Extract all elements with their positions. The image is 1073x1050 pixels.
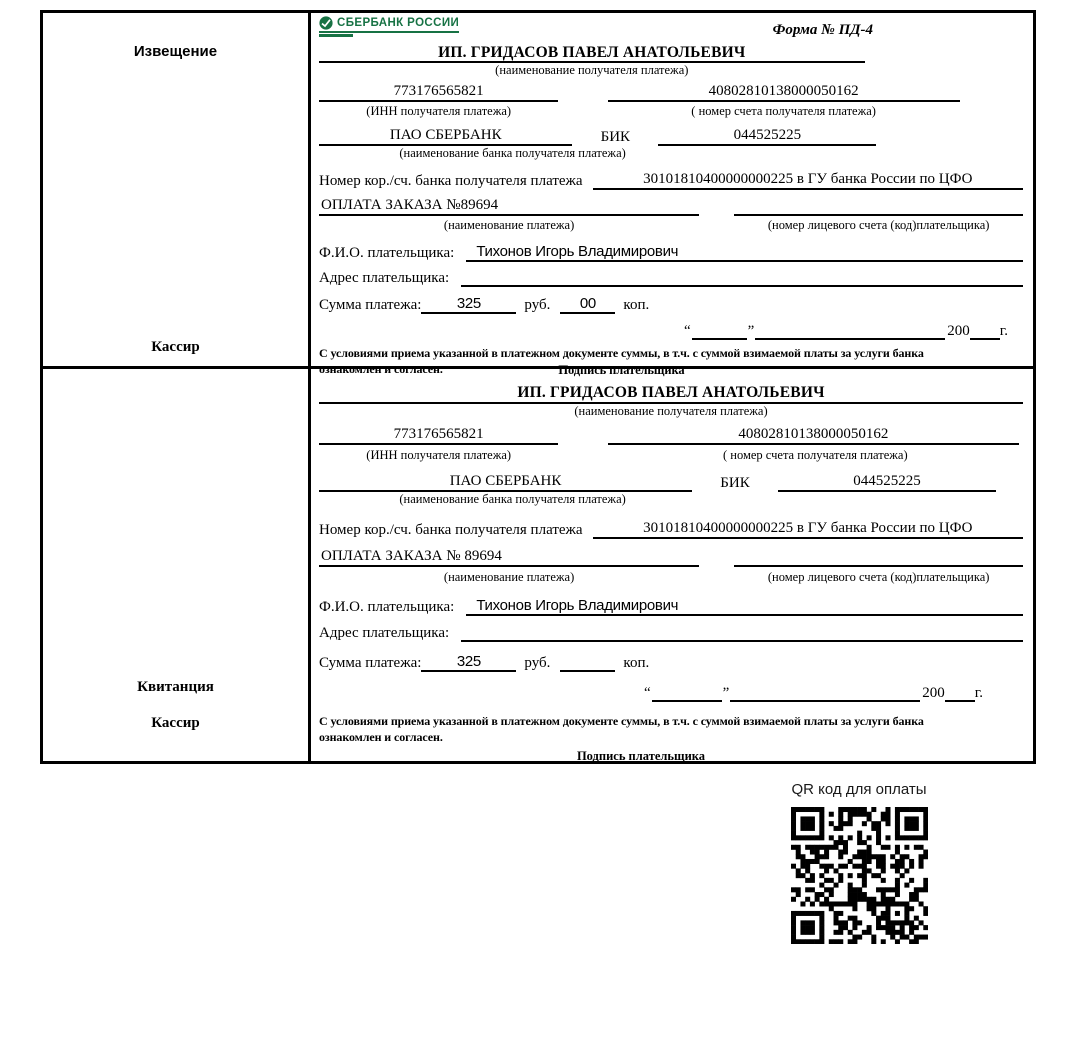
date-row	[319, 314, 1023, 340]
receipt-body	[311, 369, 1033, 764]
kopecks-unit: коп.	[623, 297, 650, 313]
notice-body	[311, 13, 1033, 377]
inn-value: 773176565821	[319, 426, 558, 445]
form-number: Форма № ПД-4	[772, 22, 873, 38]
payment-name-row	[319, 194, 1023, 216]
inn-account-captions	[319, 102, 1023, 120]
inn-account-row	[319, 423, 1023, 445]
account-caption: ( номер счета получателя платежа)	[722, 448, 908, 463]
payer-address-label: Адрес плательщика:	[319, 625, 450, 641]
close-quote: ”	[747, 323, 755, 339]
recipient-name: ИП. ГРИДАСОВ ПАВЕЛ АНАТОЛЬЕВИЧ	[517, 384, 825, 401]
date-day-blank	[692, 338, 747, 340]
bank-row	[319, 124, 1023, 146]
corr-account-label: Номер кор./сч. банка получателя платежа	[319, 173, 583, 189]
qr-code	[791, 807, 928, 944]
amount-row	[319, 646, 1023, 672]
payer-name-row	[319, 590, 1023, 616]
rubles-unit: руб.	[524, 655, 551, 671]
date-month-blank	[730, 700, 920, 702]
rubles-unit: руб.	[524, 297, 551, 313]
receipt-side-column	[43, 369, 311, 761]
form-frame	[40, 10, 1036, 764]
year-suffix: г.	[999, 323, 1008, 339]
payer-address-label: Адрес плательщика:	[319, 270, 450, 286]
qr-label: QR код для оплаты	[791, 781, 927, 798]
bank-name-value: ПАО СБЕРБАНК	[319, 127, 572, 146]
payment-caption: (наименование платежа)	[443, 218, 575, 233]
amount-label: Сумма платежа:	[319, 297, 422, 313]
payer-name-label: Ф.И.О. плательщика:	[319, 245, 455, 261]
bik-value: 044525225	[778, 473, 996, 492]
recipient-caption: (наименование получателя платежа)	[495, 63, 689, 77]
year-suffix: г.	[974, 685, 983, 701]
inn-account-row	[319, 81, 1023, 102]
bank-row	[319, 468, 1023, 492]
payer-signature-label: Подпись плательщика	[558, 362, 685, 377]
qr-area	[788, 781, 930, 944]
year-prefix: 200	[947, 323, 970, 339]
recipient-caption: (наименование получателя платежа)	[574, 404, 768, 418]
payer-name-value: Тихонов Игорь Владимирович	[466, 243, 1023, 262]
agreement-text	[319, 714, 1023, 745]
account-caption: ( номер счета получателя платежа)	[691, 104, 876, 119]
date-month-blank	[755, 338, 945, 340]
cashier-label: Кассир	[151, 339, 200, 355]
receipt-label: Квитанция	[137, 679, 214, 695]
bik-label: БИК	[600, 129, 631, 145]
date-year-blank	[945, 700, 975, 702]
payer-name-value: Тихонов Игорь Владимирович	[466, 597, 1023, 616]
bank-name-value: ПАО СБЕРБАНК	[319, 473, 692, 492]
kopecks-unit: коп.	[623, 655, 650, 671]
amount-kopecks-blank	[560, 670, 615, 672]
notice-section	[43, 13, 1033, 377]
payer-signature-label: Подпись плательщика	[576, 749, 706, 764]
payer-address-row	[319, 618, 1023, 642]
amount-rubles-value: 325	[421, 653, 516, 672]
open-quote: “	[643, 685, 651, 701]
logo-row	[319, 16, 1023, 42]
personal-account-blank	[734, 214, 1023, 216]
amount-rubles-value: 325	[421, 295, 516, 314]
corr-account-label: Номер кор./сч. банка получателя платежа	[319, 522, 583, 538]
amount-kopecks-value: 00	[560, 295, 615, 314]
notice-side-column	[43, 13, 311, 366]
bik-label: БИК	[720, 475, 750, 491]
cashier-label: Кассир	[151, 715, 200, 731]
corr-account-row	[319, 166, 1023, 190]
personal-account-caption: (номер лицевого счета (код)плательщика)	[767, 218, 990, 233]
payer-address-row	[319, 264, 1023, 287]
sberbank-logo-icon	[319, 16, 333, 30]
logo-tagline-bar	[319, 34, 353, 37]
payer-address-blank	[461, 285, 1023, 287]
corr-account-value: 30101810400000000225 в ГУ банка России по ЦФО	[593, 171, 1023, 190]
close-quote: ”	[722, 685, 730, 701]
spacer	[319, 372, 1023, 384]
bik-value: 044525225	[658, 127, 876, 146]
amount-row	[319, 289, 1023, 314]
payment-captions	[319, 216, 1023, 234]
agreement-line-2: ознакомлен и согласен.	[319, 729, 443, 744]
agreement-line-2-text: ознакомлен и согласен.	[319, 361, 443, 376]
payment-name-row	[319, 543, 1023, 567]
sberbank-logo	[319, 16, 459, 37]
personal-account-blank	[734, 565, 1023, 567]
agreement-line-1: С условиями приема указанной в платежном документе суммы, в т.ч. с суммой взимаемой платы за услуги банка	[319, 346, 924, 360]
corr-account-value: 30101810400000000225 в ГУ банка России по ЦФО	[593, 520, 1023, 539]
inn-caption: (ИНН получателя платежа)	[366, 104, 512, 119]
personal-account-caption: (номер лицевого счета (код)плательщика)	[767, 570, 990, 585]
recipient-name-field	[319, 384, 1023, 404]
date-row	[319, 672, 1023, 702]
payer-name-label: Ф.И.О. плательщика:	[319, 599, 455, 615]
payment-name-value: ОПЛАТА ЗАКАЗА №89694	[319, 197, 699, 216]
payer-name-row	[319, 238, 1023, 262]
date-year-blank	[970, 338, 1000, 340]
inn-caption: (ИНН получателя платежа)	[366, 448, 512, 463]
account-value: 40802810138000050162	[608, 83, 960, 102]
bank-caption: (наименование банка получателя платежа)	[399, 146, 626, 160]
amount-label: Сумма платежа:	[319, 655, 422, 671]
year-prefix: 200	[922, 685, 945, 701]
payment-caption: (наименование платежа)	[443, 570, 575, 585]
payment-name-value: ОПЛАТА ЗАКАЗА № 89694	[319, 548, 699, 567]
inn-value: 773176565821	[319, 83, 558, 102]
payment-captions	[319, 567, 1023, 586]
bank-caption: (наименование банка получателя платежа)	[399, 492, 626, 506]
receipt-section	[43, 369, 1033, 764]
account-value: 40802810138000050162	[608, 426, 1019, 445]
date-day-blank	[652, 700, 722, 702]
agreement-line-1: С условиями приема указанной в платежном документе суммы, в т.ч. с суммой взимаемой платы за услуги банка	[319, 714, 924, 728]
open-quote: “	[683, 323, 691, 339]
notice-label: Извещение	[133, 43, 218, 60]
recipient-name: ИП. ГРИДАСОВ ПАВЕЛ АНАТОЛЬЕВИЧ	[438, 44, 746, 61]
payer-address-blank	[461, 640, 1023, 642]
recipient-name-field	[319, 44, 865, 63]
corr-account-row	[319, 513, 1023, 539]
inn-account-captions	[319, 445, 1023, 464]
sberbank-logo-text: СБЕРБАНК РОССИИ	[337, 17, 460, 29]
